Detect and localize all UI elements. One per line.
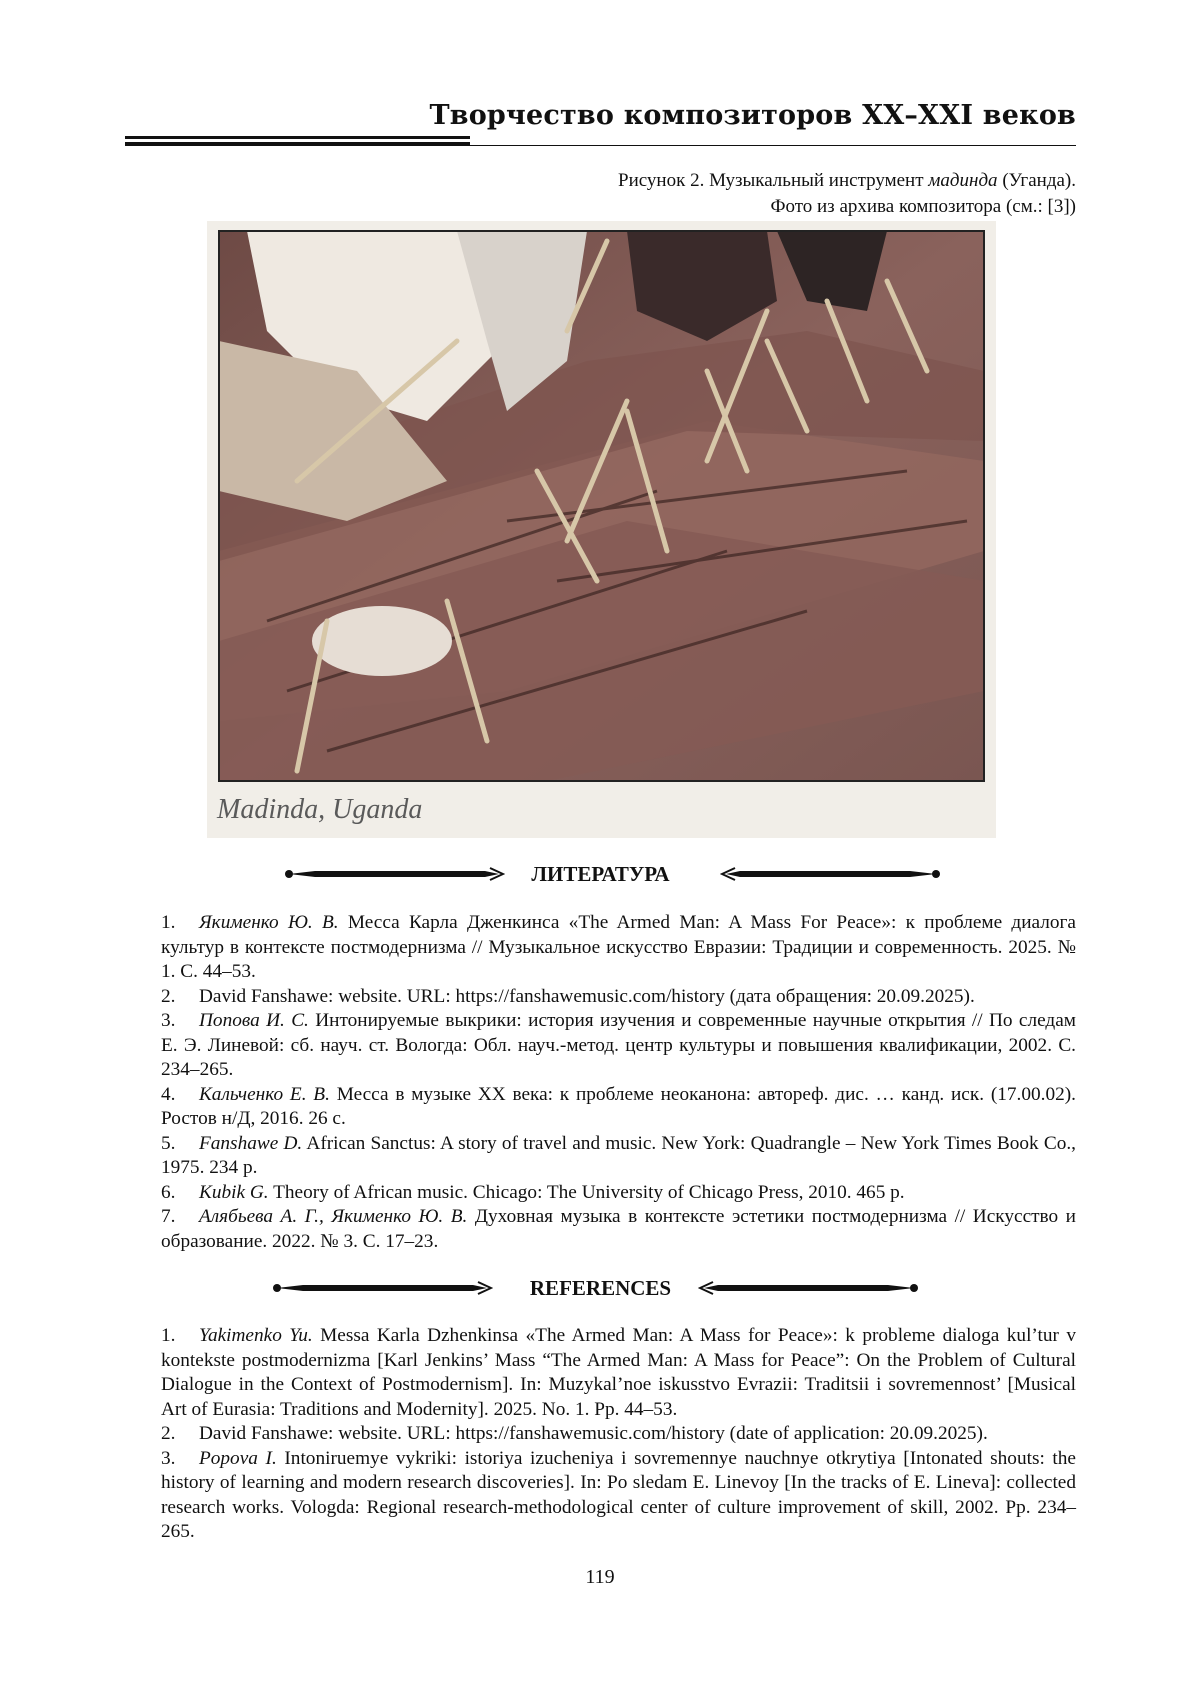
literature-item: 7. Алябьева А. Г., Якименко Ю. В. Духовная музыка в контексте эстетики постмодернизма // Искусство и образование. 2022. № 3. С. 17–23. — [161, 1206, 1076, 1252]
running-header — [125, 100, 1076, 148]
literature-item: 6. Kubik G. Theory of African music. Chicago: The University of Chicago Press, 2010. 465 p. — [161, 1181, 905, 1203]
references-item: 1. Yakimenko Yu. Messa Karla Dzhenkinsa «The Armed Man: A Mass for Peace»: k probleme dialoga kul’tur v kontekste postmodernizma [Karl Jenkins’ Mass “The Armed Man: A Mass for Peace”: On the Problem of Cultural Dialogue in the Context of Postmodernism]. In: Muzykal’noe iskusstvo Evrazii: Traditsii i sovremennost’ [Musical Art of Eurasia: Traditions and Modernity]. 2025. No. 1. Pp. 44–53. — [161, 1325, 1076, 1420]
madinda-photo — [207, 221, 996, 838]
figure-caption-line-1 — [618, 168, 1076, 194]
literature-item: 5. Fanshawe D. African Sanctus: A story of travel and music. New York: Quadrangle – New York Times Book Co., 1975. 234 p. — [161, 1132, 1076, 1178]
literature-list — [161, 911, 1076, 1254]
caption-instrument-name: мадинда — [928, 170, 998, 191]
figure-caption — [618, 168, 1076, 220]
references-item: 3. Popova I. Intoniruemye vykriki: istoriya izucheniya i sovremennye nauchnye otkrytiya [Intonated shouts: the history of learning and modern research discoveries]. In: Po sledam E. Linevoy [In the tracks of E. Lineva]: collected research works. Vologda: Regional research-methodological center of culture improvement of skill, 2002. Pp. 234–265. — [161, 1447, 1076, 1542]
references-item: 2. David Fanshawe: website. URL: https://fanshawemusic.com/history (date of application: 20.09.2025). — [161, 1423, 988, 1444]
running-title: Творчество композиторов XX–XXI веков — [429, 100, 1076, 131]
page-number: 119 — [585, 1566, 615, 1588]
figure-caption-line-2: Фото из архива композитора (см.: [3]) — [770, 196, 1076, 217]
caption-text: Рисунок 2. Музыкальный инструмент — [618, 170, 929, 191]
literature-heading — [125, 859, 1076, 889]
white-cloth — [312, 606, 452, 676]
literature-item: 1. Якименко Ю. В. Месса Карла Дженкинса «The Armed Man: A Mass For Peace»: к проблеме диалога культур в контексте постмодернизма // Музыкальное искусство Евразии: Традиции и современность. 2025. № 1. С. 44–53. — [161, 912, 1076, 982]
madinda-photo-illustration — [207, 221, 996, 838]
header-rule — [125, 145, 1076, 146]
literature-item: 3. Попова И. С. Интонируемые выкрики: история изучения и современные научные открытия // По следам Е. Э. Линевой: сб. науч. ст. Вологда: Обл. науч.-метод. центр культуры и повышения квалификации, 2002. С. 234–265. — [161, 1010, 1076, 1080]
literature-item: 4. Кальченко Е. В. Месса в музыке XX века: к проблеме неоканона: автореф. дис. … канд. иск. (17.00.02). Ростов н/Д, 2016. 26 с. — [161, 1083, 1076, 1129]
ornament-right-icon — [698, 1279, 918, 1297]
ornament-right-icon — [720, 865, 940, 883]
caption-text: (Уганда). — [997, 170, 1076, 191]
references-heading — [125, 1273, 1076, 1303]
references-title: REFERENCES — [529, 1276, 672, 1300]
references-list — [161, 1324, 1076, 1545]
header-rule — [125, 136, 470, 139]
photo-label: Madinda, Uganda — [217, 794, 423, 825]
literature-title: ЛИТЕРАТУРА — [531, 862, 670, 886]
literature-item: 2. David Fanshawe: website. URL: https://fanshawemusic.com/history (дата обращения: 20.09.2025). — [161, 985, 975, 1007]
